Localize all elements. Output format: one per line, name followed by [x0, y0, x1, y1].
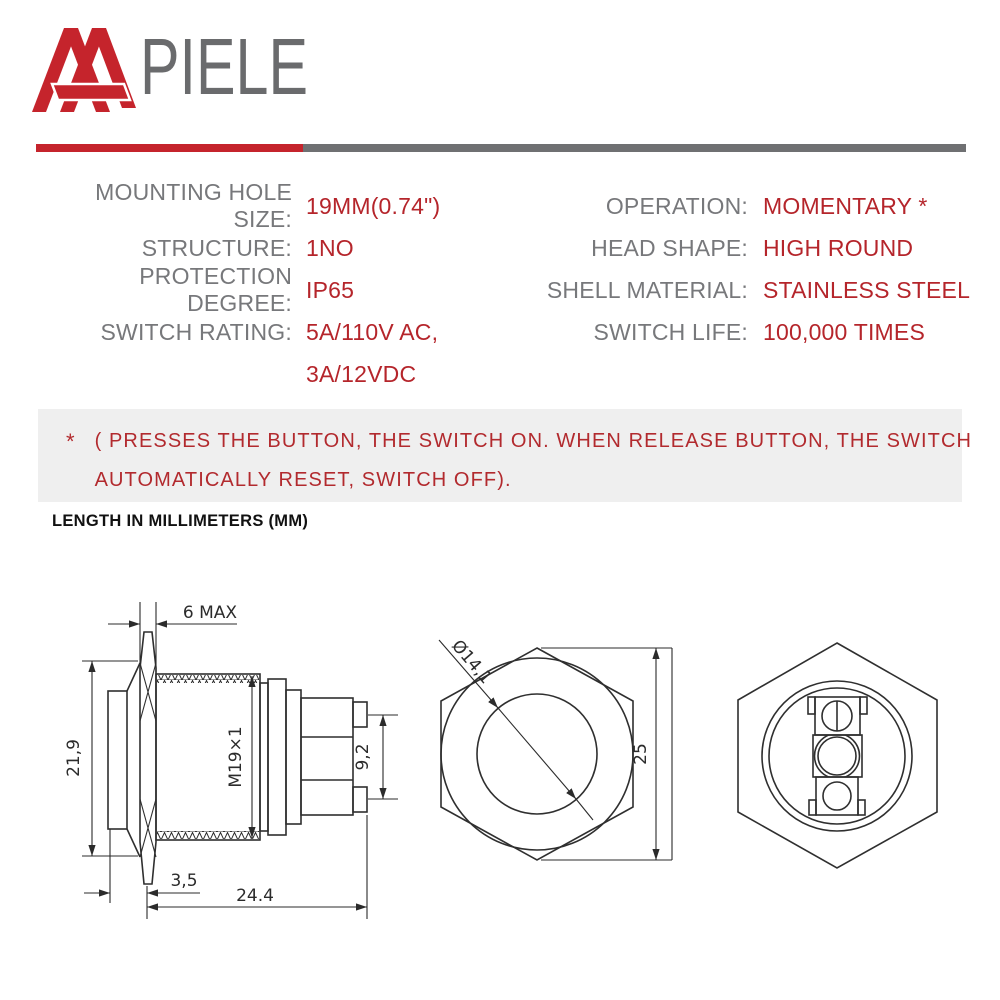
spec-row	[35, 179, 441, 232]
note-asterisk: *	[66, 429, 75, 454]
apiele-logo	[28, 20, 358, 120]
spec-label: PROTECTION DEGREE:	[139, 263, 292, 316]
side-button-cap	[108, 691, 127, 829]
side-flange-chamfer-lines	[140, 663, 156, 857]
side-thread-hatch-top	[157, 675, 259, 683]
spec-label: SHELL MATERIAL:	[546, 276, 748, 303]
spec-label: SWITCH LIFE:	[593, 318, 748, 345]
spec-label: STRUCTURE:	[141, 234, 292, 261]
rear-screw-middle-outer	[815, 734, 860, 779]
note-line-2: AUTOMATICALLY RESET, SWITCH OFF).	[94, 469, 512, 491]
dim-label-diameter: Ø14,1	[447, 636, 496, 689]
side-switch-base	[286, 690, 301, 824]
side-terminal-tip-top	[353, 702, 367, 727]
spec-value: 3A/12VDC	[306, 360, 417, 387]
logo-text: PIELE	[140, 22, 308, 111]
spec-row	[35, 353, 440, 395]
dim-label-6max: 6 MAX	[182, 603, 238, 623]
spec-row	[540, 227, 970, 269]
dim-label-across-corners: 25	[631, 743, 651, 765]
spec-row	[35, 263, 440, 316]
spec-row	[540, 185, 970, 227]
rear-hex-nut	[738, 643, 937, 868]
rear-terminal-top-wing-right	[860, 697, 867, 714]
side-terminal-dividers	[301, 737, 353, 780]
rear-screw-middle	[818, 737, 856, 775]
spec-label: MOUNTING HOLE SIZE:	[95, 179, 292, 232]
spec-value: 19MM(0.74")	[306, 192, 441, 219]
spec-value: STAINLESS STEEL	[763, 276, 971, 303]
spec-value: 100,000 TIMES	[763, 318, 925, 345]
spec-label: HEAD SHAPE:	[591, 234, 748, 261]
dim-label-length: 24.4	[236, 886, 274, 906]
side-bezel	[127, 663, 140, 857]
spec-row	[35, 311, 440, 353]
spec-value: IP65	[306, 276, 355, 303]
spec-value: MOMENTARY *	[763, 192, 928, 219]
divider-bar	[36, 144, 966, 152]
side-terminal-tip-bottom	[353, 787, 367, 812]
side-body-section	[268, 679, 286, 835]
spec-value: 1NO	[306, 234, 354, 261]
rear-screw-bottom	[823, 782, 851, 810]
side-thread-hatch-bottom	[157, 831, 259, 839]
side-body-step	[260, 683, 268, 831]
spec-label: OPERATION:	[605, 192, 748, 219]
spec-value: HIGH ROUND	[763, 234, 914, 261]
technical-drawings	[0, 560, 1000, 1000]
note-text	[95, 422, 973, 502]
note-box	[38, 409, 973, 502]
side-terminal-block	[301, 698, 353, 815]
dim-label-flange: 3,5	[170, 871, 198, 891]
spec-value: 5A/110V AC,	[306, 318, 439, 345]
note-line-1: ( PRESSES THE BUTTON, THE SWITCH ON. WHEN RELEASE BUTTON, THE SWITCH	[94, 430, 973, 452]
dim-label-thread: M19×1	[226, 726, 246, 788]
dim-label-terminal-span: 9,2	[353, 743, 373, 771]
rear-terminal-bottom-wing-left	[809, 800, 816, 815]
spec-column-left	[35, 179, 441, 395]
spec-row	[540, 269, 970, 311]
rear-terminal-bottom-wing-right	[858, 800, 865, 815]
apiele-logo-mark	[32, 28, 136, 112]
rear-terminal-top-wing-left	[808, 697, 815, 714]
spec-label: SWITCH RATING:	[100, 318, 292, 345]
spec-column-right	[540, 185, 970, 353]
spec-row	[540, 311, 970, 353]
rear-view-drawing	[738, 643, 937, 868]
units-label: LENGTH IN MILLIMETERS (MM)	[52, 512, 309, 530]
dim-label-height: 21,9	[64, 739, 84, 777]
